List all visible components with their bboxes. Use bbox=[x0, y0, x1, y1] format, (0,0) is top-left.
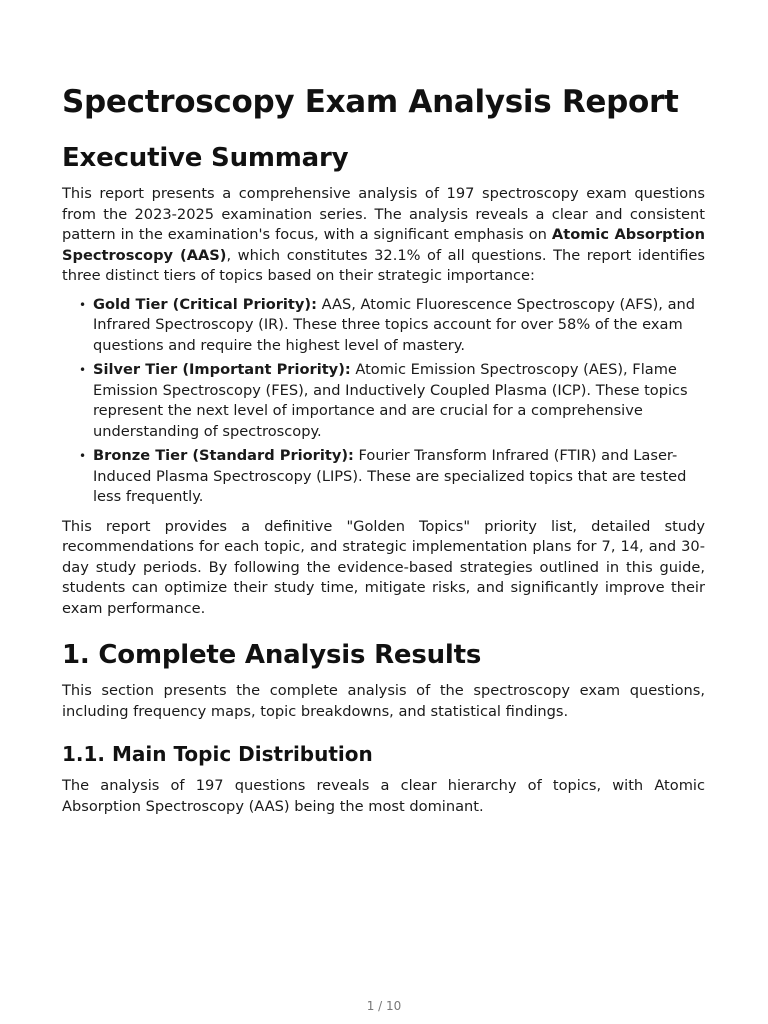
document-title: Spectroscopy Exam Analysis Report bbox=[62, 84, 679, 120]
executive-summary-intro bbox=[62, 184, 705, 287]
executive-summary-heading: Executive Summary bbox=[62, 143, 349, 173]
intro-text-start: This report presents a comprehensive analysis of 197 spectroscopy exam questions from the 2023-2025 examination series. The analysis reveals a clear and consistent pattern in the examination's focus, with a significant emphasis on bbox=[62, 185, 705, 243]
section-1-heading: 1. Complete Analysis Results bbox=[62, 640, 482, 670]
subsection-1-1-text: The analysis of 197 questions reveals a clear hierarchy of topics, with Atomic Absorption Spectroscopy (AAS) being the most dominant. bbox=[62, 777, 705, 815]
tier-item-gold bbox=[79, 295, 705, 357]
document-page bbox=[62, 78, 705, 825]
bullet-icon: • bbox=[79, 297, 87, 312]
tier-item-silver bbox=[79, 360, 705, 442]
tier-description: AAS, Atomic Fluorescence Spectroscopy (AFS), and Infrared Spectroscopy (IR). These three topics account for over 58% of the exam questions and require the highest level of mastery. bbox=[93, 295, 696, 354]
tier-item-bronze bbox=[79, 446, 705, 508]
page-indicator: 1 / 10 bbox=[366, 999, 402, 1013]
intro-text-end: , which constitutes 32.1% of all questions. The report identifies three distinct tiers of topics based on their strategic importance: bbox=[62, 246, 705, 284]
tier-label: Bronze Tier (Standard Priority): bbox=[93, 447, 354, 464]
tier-list bbox=[62, 295, 705, 508]
executive-summary-closing: This report provides a definitive "Golden Topics" priority list, detailed study recommendations for each topic, and strategic implementation plans for 7, 14, and 30-day study periods. By following the evidence-based strategies outlined in this guide, students can optimize their study time, mitigate risks, and significantly improve their exam performance. bbox=[62, 517, 705, 617]
tier-description: Fourier Transform Infrared (FTIR) and Laser-Induced Plasma Spectroscopy (LIPS). These are specialized topics that are tested less frequently. bbox=[93, 447, 687, 505]
tier-label: Gold Tier (Critical Priority): bbox=[93, 295, 317, 313]
subsection-1-1-heading: 1.1. Main Topic Distribution bbox=[62, 742, 373, 766]
bullet-icon: • bbox=[79, 363, 87, 377]
tier-label: Silver Tier (Important Priority): bbox=[93, 361, 351, 378]
bullet-icon: • bbox=[79, 449, 87, 463]
intro-emphasis: Atomic Absorption Spectroscopy (AAS) bbox=[62, 226, 705, 264]
tier-description: Atomic Emission Spectroscopy (AES), Flame Emission Spectroscopy (FES), and Inductively Coupled Plasma (ICP). These topics represent the next level of importance and are crucial for a comprehensive understanding of spectroscopy. bbox=[93, 361, 688, 440]
section-1-intro: This section presents the complete analysis of the spectroscopy exam questions, including frequency maps, topic breakdowns, and statistical findings. bbox=[62, 682, 705, 720]
